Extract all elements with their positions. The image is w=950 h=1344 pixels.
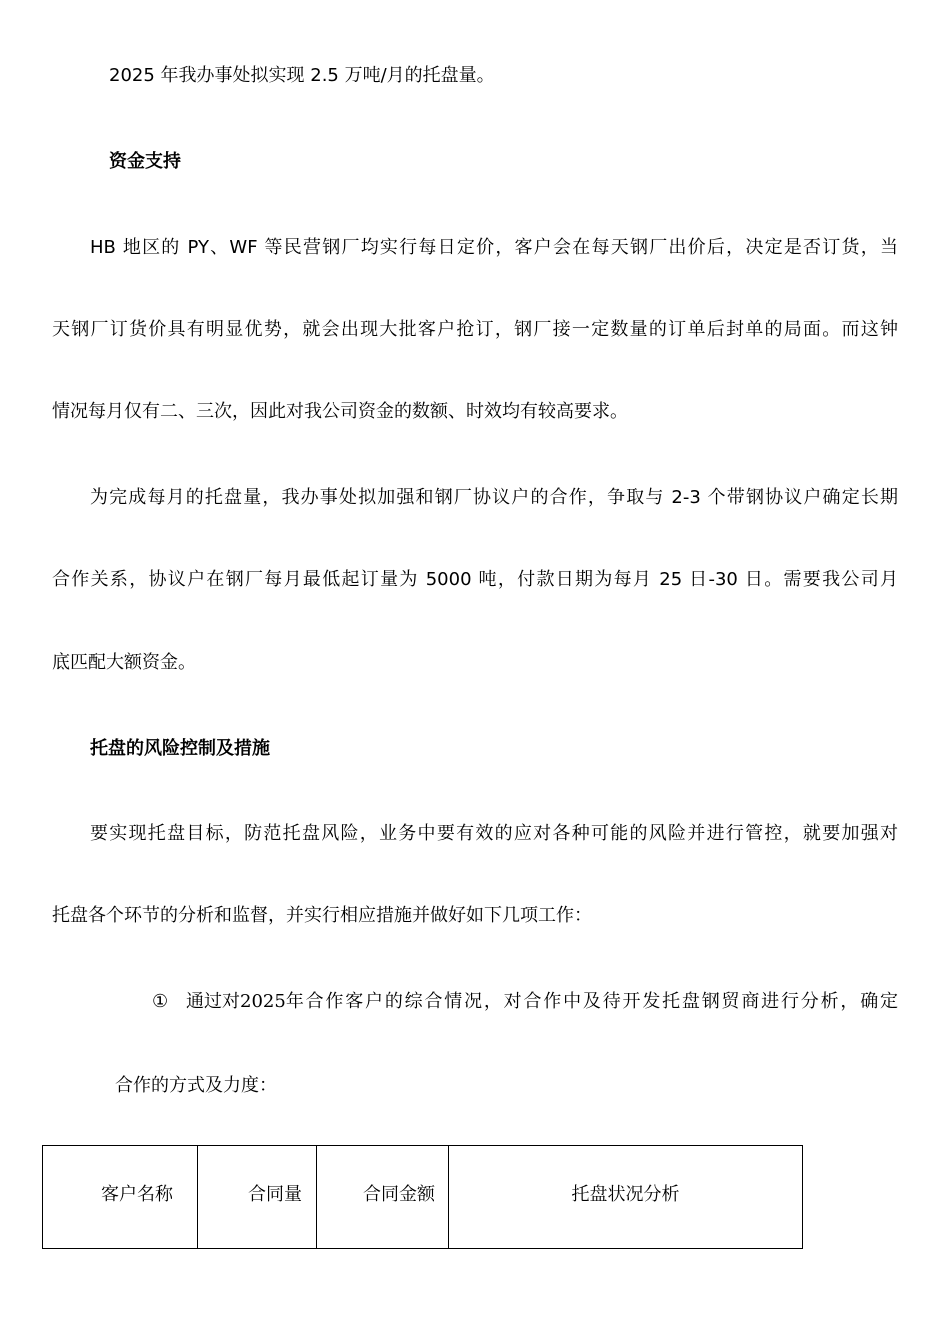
paragraph-risk-line-1: 要实现托盘目标，防范托盘风险，业务中要有效的应对各种可能的风险并进行管控，就要加强对: [90, 823, 898, 844]
list-item-text: [186, 990, 898, 1014]
paragraph-cooperation-line-3: 底匹配大额资金。: [52, 652, 196, 673]
heading-funding-support: 资金支持: [109, 151, 181, 172]
paragraph-risk-line-2: 托盘各个环节的分析和监督，并实行相应措施并做好如下几项工作：: [52, 905, 592, 926]
heading-risk-control: 托盘的风险控制及措施: [90, 738, 270, 759]
list-item-text-pre: 通过对: [186, 991, 240, 1012]
paragraph-cooperation-line-2: 合作关系，协议户在钢厂每月最低起订量为 5000 吨，付款日期为每月 25 日-30 日。需要我公司月: [52, 569, 898, 590]
table-header-row: [43, 1146, 803, 1249]
list-item-1-continuation: 合作的方式及力度：: [115, 1075, 277, 1096]
header-contract-amount: 合同金额: [317, 1146, 449, 1249]
list-item-marker: ①: [152, 991, 169, 1012]
paragraph-pricing-line-1: HB 地区的 PY、WF 等民营钢厂均实行每日定价，客户会在每天钢厂出价后，决定是否订货，当: [90, 237, 898, 258]
paragraph-pricing-line-3: 情况每月仅有二、三次，因此对我公司资金的数额、时效均有较高要求。: [52, 401, 628, 422]
paragraph-target-volume: 2025 年我办事处拟实现 2.5 万吨/月的托盘量。: [109, 65, 495, 86]
paragraph-pricing-line-2: 天钢厂订货价具有明显优势，就会出现大批客户抢订，钢厂接一定数量的订单后封单的局面。而这钟: [52, 319, 898, 340]
paragraph-cooperation-line-1: 为完成每月的托盘量，我办事处拟加强和钢厂协议户的合作，争取与 2-3 个带钢协议户确定长期: [90, 487, 898, 508]
client-table: [42, 1145, 803, 1249]
list-item-text-post: 年合作客户的综合情况，对合作中及待开发托盘钢贸商进行分析，确定: [285, 991, 898, 1012]
list-item-1: [152, 990, 898, 1014]
header-contract-volume: 合同量: [198, 1146, 317, 1249]
list-item-year: 2025: [240, 991, 286, 1012]
header-pallet-analysis: 托盘状况分析: [449, 1146, 803, 1249]
header-client-name: 客户名称: [43, 1146, 198, 1249]
